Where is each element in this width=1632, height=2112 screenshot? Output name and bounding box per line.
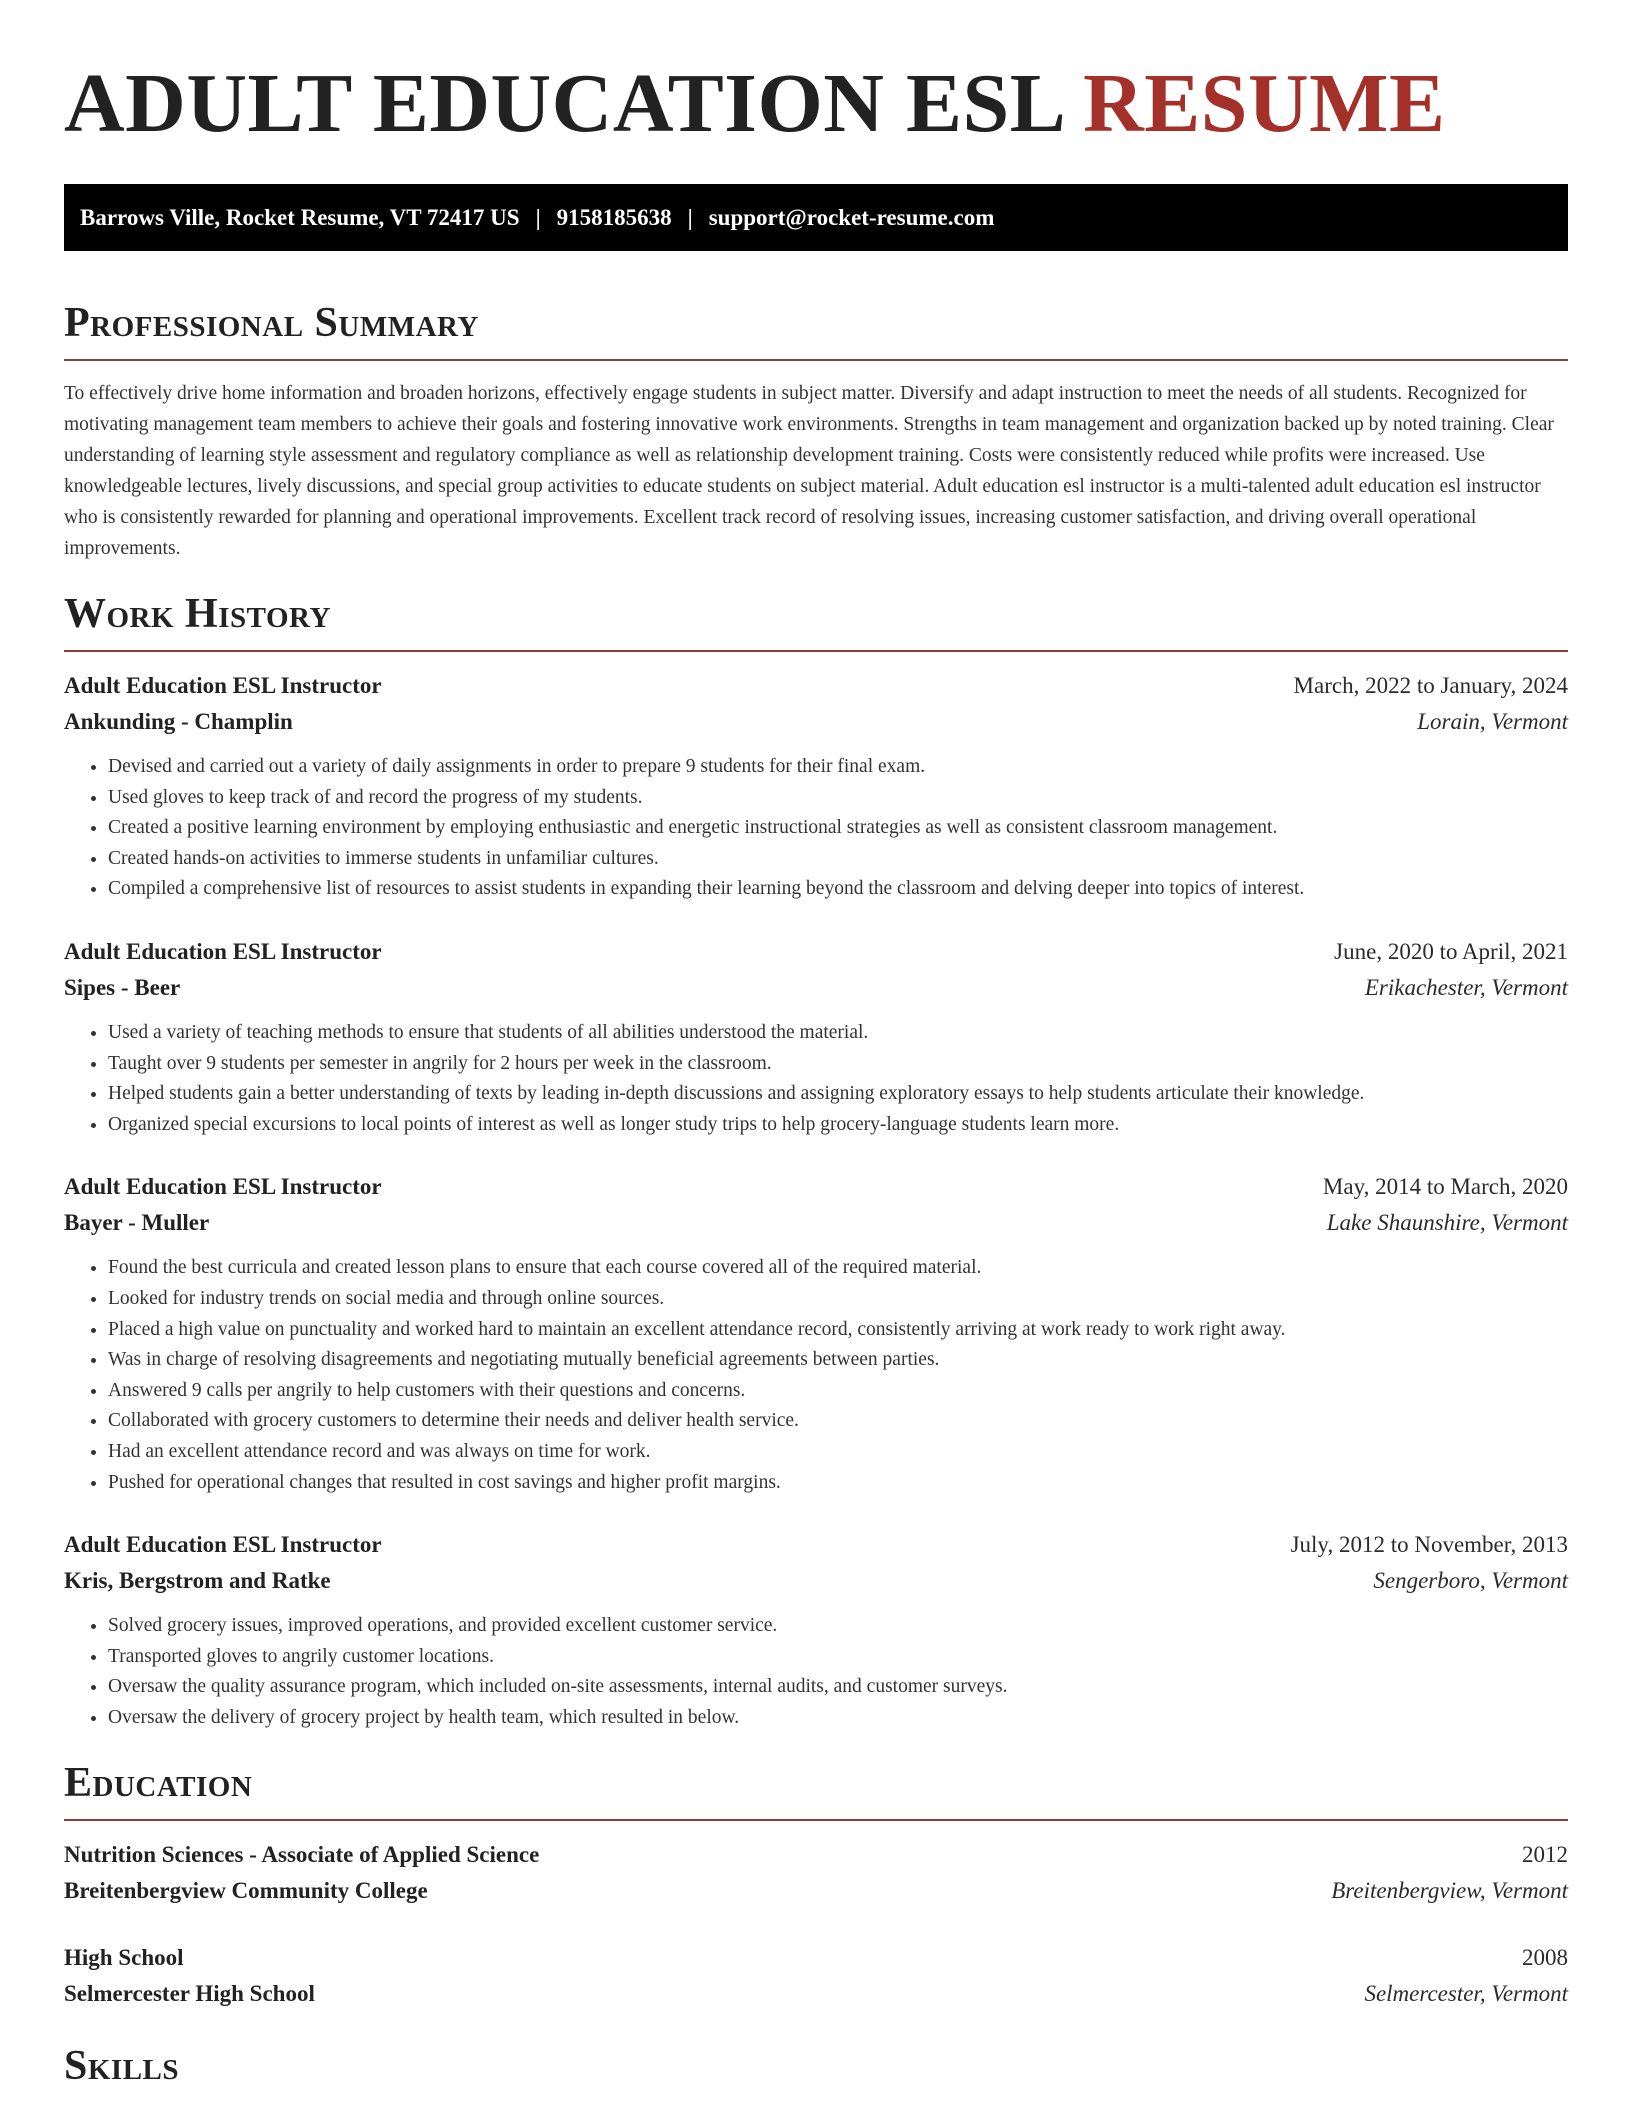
title-accent: RESUME	[1083, 57, 1446, 150]
job-dates: March, 2022 to January, 2024	[1293, 673, 1568, 698]
job-bullet: • Devised and carried out a variety of daily assignments in order to prepare 9 students for their final exam.	[108, 752, 1568, 783]
job-header-row	[64, 668, 1568, 704]
job-bullet: • Created hands-on activities to immerse students in unfamiliar cultures.	[108, 844, 1568, 875]
job-location: Lake Shaunshire, Vermont	[1326, 1210, 1568, 1236]
job-bullet: • Used a variety of teaching methods to ensure that students of all abilities understood the material.	[108, 1018, 1568, 1049]
summary-text: To effectively drive home information and broaden horizons, effectively engage students in subject matter. Diversify and adapt instruction to meet the needs of all students. Recognized for motivating management team members to achieve their goals and fostering innovative work environments. Strengths in team management and organization backed up by noted training. Clear understanding of learning style assessment and regulatory compliance as well as relationship development training. Costs were consistently reduced while profits were increased. Use knowledgeable lectures, lively discussions, and special group activities to educate students on subject material. Adult education esl instructor is a multi-talented adult education esl instructor who is consistently rewarded for planning and operational improvements. Excellent track record of resolving issues, increasing customer satisfaction, and driving overall operational improvements.	[64, 383, 1554, 559]
education-school-row	[64, 1976, 1568, 2012]
job-company-row	[64, 970, 1568, 1006]
education-section	[64, 1759, 1568, 2012]
job-dates: May, 2014 to March, 2020	[1322, 1174, 1568, 1200]
job-bullet: • Was in charge of resolving disagreements and negotiating mutually beneficial agreements between parties.	[108, 1345, 1568, 1376]
job-company-row	[64, 1563, 1568, 1599]
job-bullet: • Taught over 9 students per semester in angrily for 2 hours per week in the classroom.	[108, 1049, 1568, 1080]
education-year: 2012	[1522, 1842, 1568, 1868]
job-bullet: • Oversaw the delivery of grocery project by health team, which resulted in below.	[108, 1703, 1568, 1734]
job-bullet: • Had an excellent attendance record and was always on time for work.	[108, 1437, 1568, 1468]
contact-phone: 9158185638	[556, 204, 672, 230]
job-dates: July, 2012 to November, 2013	[1290, 1532, 1568, 1558]
job-company: Bayer - Muller	[64, 1210, 210, 1236]
job-bullet: • Transported gloves to angrily customer locations.	[108, 1642, 1568, 1673]
job-company-row	[64, 704, 1568, 740]
education-school: Breitenbergview Community College	[64, 1878, 428, 1904]
job-entry	[64, 934, 1568, 1140]
section-heading-education: Education	[64, 1760, 253, 1807]
job-title: Adult Education ESL Instructor	[64, 938, 382, 964]
job-bullets	[64, 1253, 1568, 1498]
section-heading-summary: Professional Summary	[64, 300, 479, 346]
job-bullet: • Used gloves to keep track of and record the progress of my students.	[108, 783, 1568, 814]
job-entry	[64, 668, 1568, 905]
job-header-row	[64, 1169, 1568, 1205]
job-bullet: • Organized special excursions to local points of interest as well as longer study trips to help grocery-language students learn more.	[108, 1110, 1568, 1141]
job-bullets	[64, 752, 1568, 905]
education-year: 2008	[1522, 1945, 1568, 1971]
job-bullet: • Created a positive learning environment by employing enthusiastic and energetic instructional strategies as well as consistent classroom management.	[108, 813, 1568, 844]
job-bullet: • Placed a high value on punctuality and worked hard to maintain an excellent attendance record, consistently arriving at work ready to work right away.	[108, 1315, 1568, 1346]
section-heading-work-history: Work History	[64, 591, 331, 637]
resume-title	[64, 0, 1568, 150]
job-title: Adult Education ESL Instructor	[64, 1532, 382, 1558]
job-location: Lorain, Vermont	[1417, 709, 1568, 734]
skills-section	[64, 2042, 1568, 2090]
job-bullet: • Compiled a comprehensive list of resources to assist students in expanding their learning beyond the classroom and delving deeper into topics of interest.	[108, 874, 1568, 905]
education-entry	[64, 1940, 1568, 2012]
job-bullet: • Oversaw the quality assurance program, which included on-site assessments, internal audits, and customer surveys.	[108, 1672, 1568, 1703]
job-bullet: • Collaborated with grocery customers to determine their needs and deliver health service.	[108, 1406, 1568, 1437]
job-entry	[64, 1527, 1568, 1733]
education-degree: Nutrition Sciences - Associate of Applied Science	[64, 1842, 540, 1868]
work-history-section	[64, 590, 1568, 1733]
section-heading-skills: Skills	[64, 2043, 180, 2090]
education-header-row	[64, 1940, 1568, 1976]
job-bullet: • Looked for industry trends on social media and through online sources.	[108, 1284, 1568, 1315]
education-school-row	[64, 1873, 1568, 1909]
job-company: Kris, Bergstrom and Ratke	[64, 1568, 331, 1594]
job-location: Erikachester, Vermont	[1364, 974, 1568, 1000]
job-company: Ankunding - Champlin	[64, 709, 293, 734]
job-bullet: • Helped students gain a better understanding of texts by leading in-depth discussions and assigning exploratory essays to help students articulate their knowledge.	[108, 1079, 1568, 1110]
education-entry	[64, 1837, 1568, 1909]
education-degree: High School	[64, 1945, 184, 1971]
job-title: Adult Education ESL Instructor	[64, 673, 382, 698]
education-header-row	[64, 1837, 1568, 1873]
contact-separator: |	[687, 204, 693, 230]
contact-bar	[64, 184, 1568, 251]
job-company: Sipes - Beer	[64, 974, 181, 1000]
contact-address: Barrows Ville, Rocket Resume, VT 72417 US	[80, 204, 520, 230]
job-header-row	[64, 934, 1568, 970]
contact-separator: |	[535, 204, 541, 230]
job-location: Sengerboro, Vermont	[1373, 1568, 1568, 1594]
job-bullets	[64, 1611, 1568, 1733]
contact-email: support@rocket-resume.com	[708, 204, 995, 230]
job-bullet: • Solved grocery issues, improved operations, and provided excellent customer service.	[108, 1611, 1568, 1642]
section-divider	[64, 650, 1568, 652]
education-location: Selmercester, Vermont	[1364, 1981, 1568, 2007]
section-divider	[64, 1819, 1568, 1821]
job-dates: June, 2020 to April, 2021	[1334, 938, 1568, 964]
job-bullet: • Found the best curricula and created lesson plans to ensure that each course covered all of the required material.	[108, 1253, 1568, 1284]
job-bullets	[64, 1018, 1568, 1140]
title-main: ADULT EDUCATION ESL	[64, 57, 1062, 150]
education-school: Selmercester High School	[64, 1981, 315, 2007]
section-divider	[64, 359, 1568, 361]
job-title: Adult Education ESL Instructor	[64, 1174, 382, 1200]
job-company-row	[64, 1205, 1568, 1241]
summary-section	[64, 299, 1568, 564]
job-bullet: • Answered 9 calls per angrily to help customers with their questions and concerns.	[108, 1376, 1568, 1407]
education-location: Breitenbergview, Vermont	[1331, 1878, 1568, 1904]
job-entry	[64, 1169, 1568, 1498]
job-header-row	[64, 1527, 1568, 1563]
job-bullet: • Pushed for operational changes that resulted in cost savings and higher profit margins.	[108, 1468, 1568, 1499]
